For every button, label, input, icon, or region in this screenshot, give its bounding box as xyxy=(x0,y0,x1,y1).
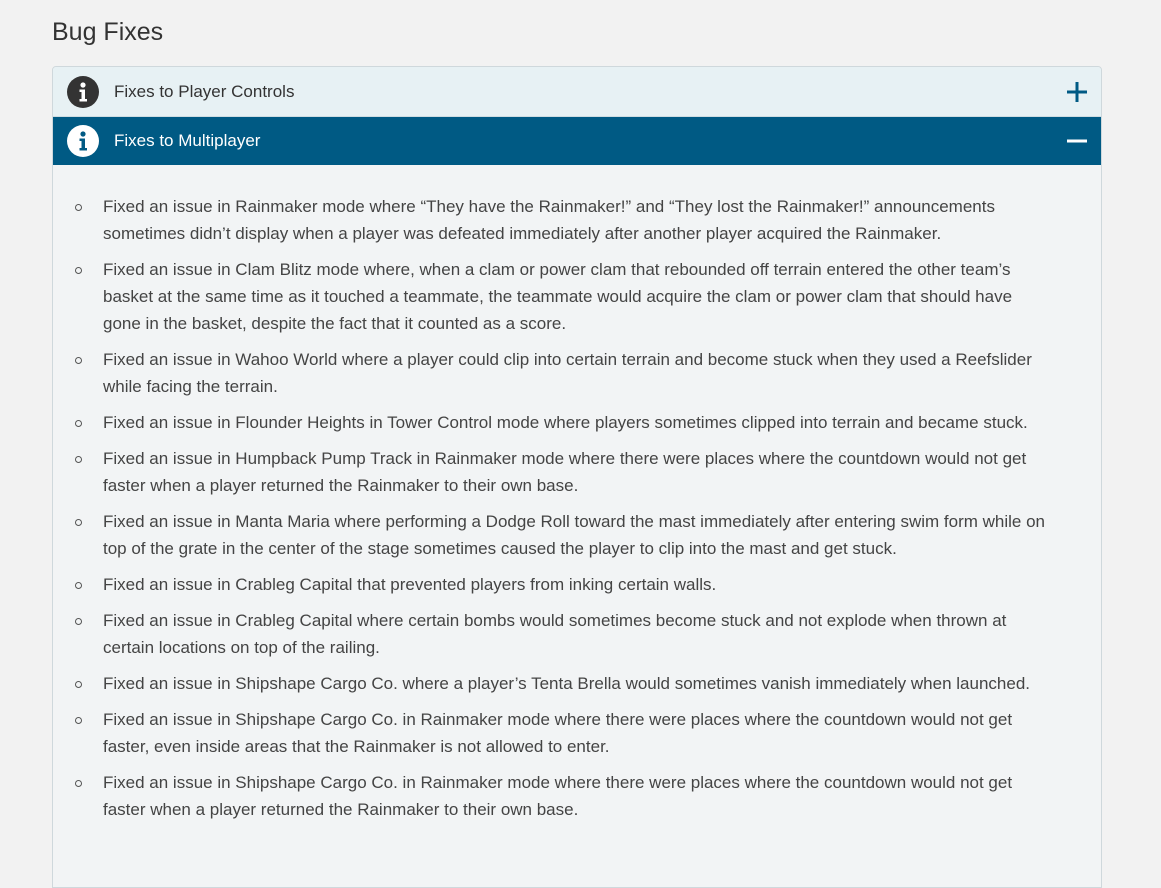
plus-icon[interactable] xyxy=(1066,81,1088,103)
list-item-text: Fixed an issue in Rainmaker mode where “They have the Rainmaker!” and “They lost the Rainmaker!” announcements sometimes didn’t display when a player was defeated immediately after another player acquired the Rainmaker. xyxy=(103,197,995,243)
list-item-text: Fixed an issue in Clam Blitz mode where, when a clam or power clam that rebounded off terrain entered the other team’s basket at the same time as it touched a teammate, the teammate would acquire the clam or power clam that should have gone in the basket, despite the fact that it counted as a score. xyxy=(103,260,1013,333)
accordion-title: Fixes to Player Controls xyxy=(114,81,295,101)
bullet-icon xyxy=(75,357,82,364)
list-item xyxy=(103,409,1051,436)
list-item-text: Fixed an issue in Manta Maria where performing a Dodge Roll toward the mast immediately after entering swim form while on top of the grate in the center of the stage sometimes caused the player to clip into the mast and get stuck. xyxy=(103,512,1046,558)
list-item-text: Fixed an issue in Shipshape Cargo Co. in Rainmaker mode where there were places where the countdown would not get faster when a player returned the Rainmaker to their own base. xyxy=(103,773,1013,819)
list-item-text: Fixed an issue in Flounder Heights in Tower Control mode where players sometimes clipped into terrain and became stuck. xyxy=(103,413,1028,432)
list-item xyxy=(103,769,1051,823)
page-title: Bug Fixes xyxy=(52,18,164,46)
list-item-text: Fixed an issue in Humpback Pump Track in Rainmaker mode where there were places where the countdown would not get faster when a player returned the Rainmaker to their own base. xyxy=(103,449,1027,495)
bullet-icon xyxy=(75,456,82,463)
bullet-icon xyxy=(75,618,82,625)
accordion-header-player-controls[interactable] xyxy=(53,67,1101,117)
accordion-header-multiplayer[interactable] xyxy=(53,117,1101,165)
list-item xyxy=(103,706,1051,760)
bullet-icon xyxy=(75,519,82,526)
list-item-text: Fixed an issue in Crableg Capital that prevented players from inking certain walls. xyxy=(103,575,717,594)
bullet-icon xyxy=(75,780,82,787)
list-item-text: Fixed an issue in Wahoo World where a player could clip into certain terrain and become stuck when they used a Reefslider while facing the terrain. xyxy=(103,350,1032,396)
accordion-panel-multiplayer xyxy=(53,165,1101,823)
bullet-icon xyxy=(75,681,82,688)
list-item xyxy=(103,571,1051,598)
bullet-icon xyxy=(75,420,82,427)
list-item xyxy=(103,445,1051,499)
info-icon xyxy=(67,76,99,108)
list-item-text: Fixed an issue in Shipshape Cargo Co. where a player’s Tenta Brella would sometimes vanish immediately when launched. xyxy=(103,674,1030,693)
list-item xyxy=(103,670,1051,697)
list-item xyxy=(103,346,1051,400)
list-item-text: Fixed an issue in Crableg Capital where certain bombs would sometimes become stuck and not explode when thrown at certain locations on top of the railing. xyxy=(103,611,1007,657)
bug-fixes-accordion xyxy=(52,66,1102,888)
list-item xyxy=(103,508,1051,562)
bullet-icon xyxy=(75,204,82,211)
info-icon xyxy=(67,125,99,157)
list-item xyxy=(103,256,1051,337)
accordion-title: Fixes to Multiplayer xyxy=(114,131,261,150)
bullet-icon xyxy=(75,582,82,589)
minus-icon[interactable] xyxy=(1066,130,1088,152)
list-item xyxy=(103,607,1051,661)
list-item-text: Fixed an issue in Shipshape Cargo Co. in Rainmaker mode where there were places where the countdown would not get faster, even inside areas that the Rainmaker is not allowed to enter. xyxy=(103,710,1013,756)
bullet-icon xyxy=(75,717,82,724)
bullet-icon xyxy=(75,267,82,274)
list-item xyxy=(103,193,1051,247)
fix-list xyxy=(103,193,1051,823)
